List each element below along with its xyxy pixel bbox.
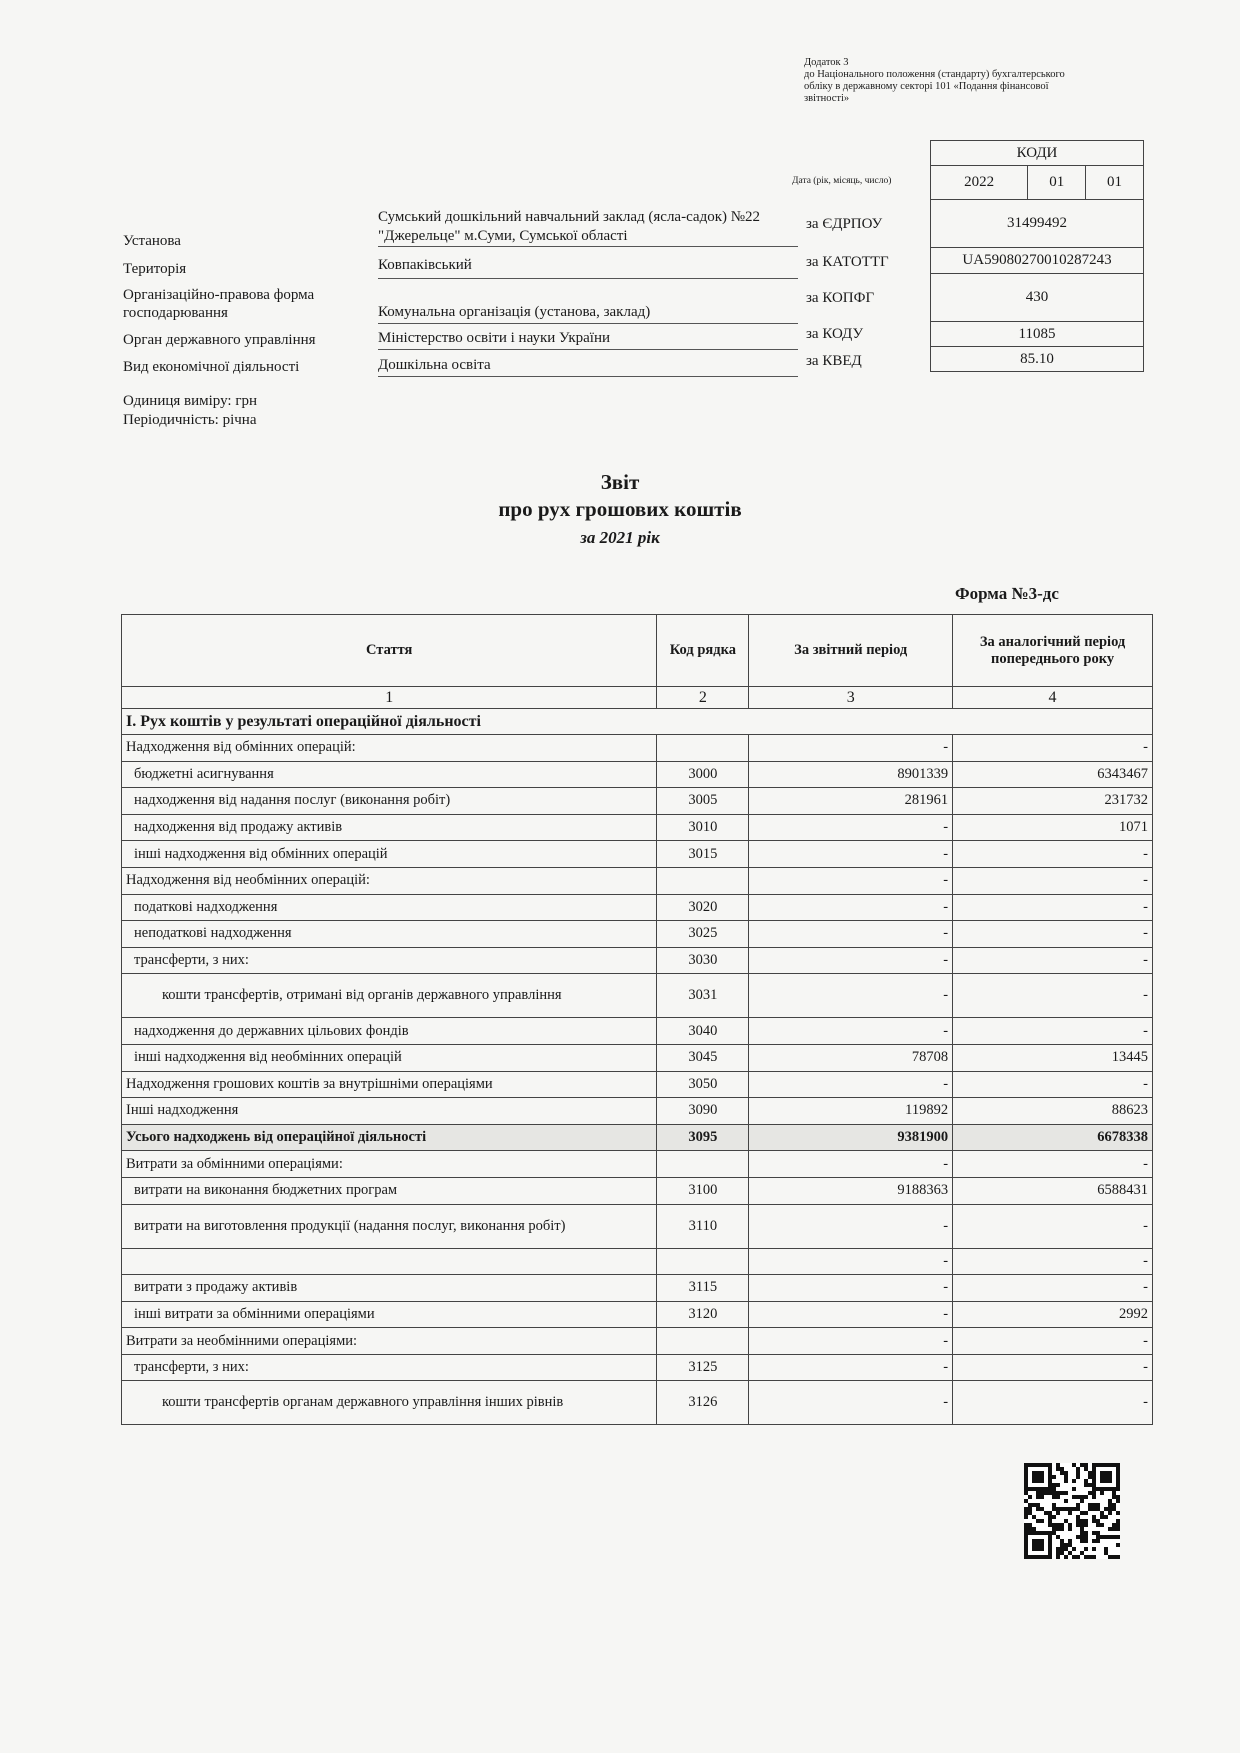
- row-code: 3100: [657, 1177, 749, 1204]
- date-month: 01: [1028, 166, 1086, 200]
- table-row: [122, 1151, 1153, 1178]
- row-current-value: -: [749, 1071, 953, 1098]
- row-current-value: -: [749, 1018, 953, 1045]
- label-institution: Установа: [123, 233, 181, 249]
- qr-code: [1024, 1463, 1120, 1559]
- row-current-value: -: [749, 1381, 953, 1425]
- code-label-kodu: за КОДУ: [806, 326, 864, 342]
- label-governing-body: Орган державного управління: [123, 332, 316, 348]
- qr-module: [1116, 1555, 1120, 1559]
- report-title: Звіт: [600, 470, 640, 494]
- header-article: Стаття: [122, 615, 657, 687]
- table-row: [122, 867, 1153, 894]
- row-previous-value: -: [953, 947, 1153, 974]
- table-row: [122, 894, 1153, 921]
- periodicity: Періодичність: річна: [123, 412, 257, 428]
- report-subtitle: про рух грошових коштів: [498, 497, 742, 521]
- row-code: 3050: [657, 1071, 749, 1098]
- qr-module: [1048, 1555, 1052, 1559]
- value-activity: Дошкільна освіта: [378, 357, 798, 377]
- row-previous-value: -: [953, 1381, 1153, 1425]
- qr-module: [1052, 1475, 1056, 1479]
- row-current-value: -: [749, 814, 953, 841]
- qr-module: [1084, 1539, 1088, 1543]
- colnum-3: 3: [749, 687, 953, 709]
- label-legal-form: Організаційно-правова форма господарювання: [123, 287, 315, 321]
- qr-module: [1056, 1495, 1060, 1499]
- qr-module: [1064, 1555, 1068, 1559]
- header-current-period: За звітний період: [749, 615, 953, 687]
- table-row: [122, 1071, 1153, 1098]
- code-label-kved: за КВЕД: [806, 353, 862, 369]
- row-label: податкові надходження: [122, 894, 657, 921]
- row-code: 3125: [657, 1354, 749, 1381]
- row-code: 3005: [657, 788, 749, 815]
- section-heading: I. Рух коштів у результаті операційної діяльності: [122, 709, 1153, 735]
- row-label: надходження від продажу активів: [122, 814, 657, 841]
- row-label: бюджетні асигнування: [122, 761, 657, 788]
- value-legal-form: Комунальна організація (установа, заклад): [378, 304, 798, 324]
- table-row: [122, 1124, 1153, 1151]
- row-label: кошти трансфертів органам державного управління інших рівнів: [122, 1381, 657, 1425]
- qr-module: [1076, 1555, 1080, 1559]
- row-label: трансферти, з них:: [122, 1354, 657, 1381]
- row-code: 3045: [657, 1044, 749, 1071]
- colnum-1: 1: [122, 687, 657, 709]
- row-previous-value: 6588431: [953, 1177, 1153, 1204]
- qr-module: [1100, 1491, 1104, 1495]
- row-previous-value: -: [953, 974, 1153, 1018]
- qr-module: [1084, 1523, 1088, 1527]
- qr-module: [1084, 1511, 1088, 1515]
- row-previous-value: -: [953, 867, 1153, 894]
- row-label: Інші надходження: [122, 1098, 657, 1125]
- row-previous-value: -: [953, 841, 1153, 868]
- row-previous-value: -: [953, 1151, 1153, 1178]
- report-period: за 2021 рік: [580, 528, 660, 547]
- row-label: Надходження від обмінних операцій:: [122, 735, 657, 762]
- row-current-value: -: [749, 841, 953, 868]
- table-row: [122, 947, 1153, 974]
- qr-module: [1116, 1543, 1120, 1547]
- code-label-kopfg: за КОПФГ: [806, 290, 875, 306]
- table-row: [122, 1381, 1153, 1425]
- cash-flow-table: [121, 614, 1153, 1425]
- qr-module: [1116, 1499, 1120, 1503]
- row-code: 3025: [657, 921, 749, 948]
- row-code: 3000: [657, 761, 749, 788]
- qr-module: [1116, 1535, 1120, 1539]
- row-previous-value: -: [953, 894, 1153, 921]
- qr-module: [1028, 1495, 1032, 1499]
- row-code: 3126: [657, 1381, 749, 1425]
- row-code: 3020: [657, 894, 749, 921]
- code-kopfg: 430: [931, 274, 1144, 322]
- row-current-value: -: [749, 1354, 953, 1381]
- qr-module: [1068, 1527, 1072, 1531]
- row-label: Усього надходжень від операційної діяльності: [122, 1124, 657, 1151]
- qr-module: [1064, 1499, 1068, 1503]
- table-row: [122, 1018, 1153, 1045]
- row-label: неподаткові надходження: [122, 921, 657, 948]
- qr-module: [1092, 1547, 1096, 1551]
- qr-module: [1076, 1475, 1080, 1479]
- row-code: 3090: [657, 1098, 749, 1125]
- table-row: [122, 1248, 1153, 1275]
- row-current-value: -: [749, 1328, 953, 1355]
- row-previous-value: -: [953, 1328, 1153, 1355]
- appendix-note: Додаток 3 до Національного положення (стандарту) бухгалтерського обліку в державному секторі 101 «Подання фінансової звітності»: [804, 57, 1065, 104]
- qr-module: [1056, 1511, 1060, 1515]
- row-code: [657, 1248, 749, 1275]
- row-current-value: 119892: [749, 1098, 953, 1125]
- qr-module: [1056, 1555, 1060, 1559]
- label-activity: Вид економічної діяльності: [123, 359, 300, 375]
- qr-module: [1108, 1479, 1112, 1483]
- colnum-2: 2: [657, 687, 749, 709]
- qr-module: [1052, 1515, 1056, 1519]
- row-current-value: -: [749, 1151, 953, 1178]
- qr-module: [1104, 1515, 1108, 1519]
- row-current-value: -: [749, 921, 953, 948]
- row-label: витрати на виготовлення продукції (надання послуг, виконання робіт): [122, 1204, 657, 1248]
- code-kodu: 11085: [931, 322, 1144, 347]
- row-label: інші витрати за обмінними операціями: [122, 1301, 657, 1328]
- date-year: 2022: [931, 166, 1028, 200]
- table-row: [122, 841, 1153, 868]
- qr-module: [1080, 1499, 1084, 1503]
- qr-module: [1040, 1547, 1044, 1551]
- header-previous-period: За аналогічний період попереднього року: [953, 615, 1153, 687]
- row-code: 3095: [657, 1124, 749, 1151]
- row-label: Витрати за необмінними операціями:: [122, 1328, 657, 1355]
- value-institution: Сумський дошкільний навчальний заклад (ясла-садок) №22 "Джерельце" м.Суми, Сумської області: [378, 208, 798, 247]
- row-code: [657, 1328, 749, 1355]
- table-row: [122, 814, 1153, 841]
- codes-header: КОДИ: [931, 141, 1144, 166]
- row-current-value: 9188363: [749, 1177, 953, 1204]
- row-label: надходження до державних цільових фондів: [122, 1018, 657, 1045]
- value-territory: Ковпаківський: [378, 257, 798, 279]
- row-label: кошти трансфертів, отримані від органів державного управління: [122, 974, 657, 1018]
- value-governing-body: Міністерство освіти і науки України: [378, 330, 798, 350]
- table-row: [122, 1328, 1153, 1355]
- code-edrpou: 31499492: [931, 200, 1144, 248]
- row-label: інші надходження від необмінних операцій: [122, 1044, 657, 1071]
- row-current-value: -: [749, 1275, 953, 1302]
- row-label: надходження від надання послуг (виконання робіт): [122, 788, 657, 815]
- row-previous-value: -: [953, 1018, 1153, 1045]
- row-label: інші надходження від обмінних операцій: [122, 841, 657, 868]
- row-current-value: -: [749, 947, 953, 974]
- qr-module: [1092, 1495, 1096, 1499]
- date-day: 01: [1086, 166, 1144, 200]
- row-current-value: -: [749, 974, 953, 1018]
- qr-module: [1040, 1519, 1044, 1523]
- row-current-value: 281961: [749, 788, 953, 815]
- table-row: [122, 974, 1153, 1018]
- row-code: [657, 867, 749, 894]
- table-row: [122, 1301, 1153, 1328]
- qr-module: [1108, 1511, 1112, 1515]
- qr-module: [1084, 1547, 1088, 1551]
- unit-of-measure: Одиниця виміру: грн: [123, 393, 257, 409]
- table-row: [122, 735, 1153, 762]
- row-current-value: 8901339: [749, 761, 953, 788]
- row-current-value: -: [749, 735, 953, 762]
- row-code: [657, 1151, 749, 1178]
- row-code: 3030: [657, 947, 749, 974]
- row-previous-value: -: [953, 921, 1153, 948]
- qr-module: [1064, 1491, 1068, 1495]
- row-current-value: -: [749, 1248, 953, 1275]
- row-previous-value: -: [953, 1071, 1153, 1098]
- row-code: 3015: [657, 841, 749, 868]
- qr-module: [1092, 1555, 1096, 1559]
- row-label: Надходження від необмінних операцій:: [122, 867, 657, 894]
- row-current-value: -: [749, 894, 953, 921]
- table-row: [122, 1275, 1153, 1302]
- row-previous-value: 13445: [953, 1044, 1153, 1071]
- row-label: витрати на виконання бюджетних програм: [122, 1177, 657, 1204]
- code-kved: 85.10: [931, 347, 1144, 372]
- row-label: Витрати за обмінними операціями:: [122, 1151, 657, 1178]
- qr-module: [1064, 1479, 1068, 1483]
- row-previous-value: 2992: [953, 1301, 1153, 1328]
- row-previous-value: 6343467: [953, 761, 1153, 788]
- row-code: 3031: [657, 974, 749, 1018]
- table-row: [122, 788, 1153, 815]
- qr-module: [1040, 1479, 1044, 1483]
- table-row: [122, 1044, 1153, 1071]
- row-previous-value: 88623: [953, 1098, 1153, 1125]
- qr-module: [1116, 1487, 1120, 1491]
- codes-table: [930, 140, 1144, 372]
- row-previous-value: -: [953, 1275, 1153, 1302]
- row-code: 3010: [657, 814, 749, 841]
- row-current-value: 78708: [749, 1044, 953, 1071]
- row-code: 3120: [657, 1301, 749, 1328]
- row-previous-value: -: [953, 1354, 1153, 1381]
- row-previous-value: -: [953, 1204, 1153, 1248]
- date-label: Дата (рік, місяць, число): [792, 176, 892, 186]
- label-territory: Територія: [123, 261, 187, 277]
- form-name: Форма №3-дс: [955, 584, 1059, 603]
- qr-module: [1040, 1495, 1044, 1499]
- table-row: [122, 1098, 1153, 1125]
- table-row: [122, 1204, 1153, 1248]
- qr-module: [1084, 1495, 1088, 1499]
- row-code: 3110: [657, 1204, 749, 1248]
- code-katottg: UA59080270010287243: [931, 248, 1144, 274]
- header-row-code: Код рядка: [657, 615, 749, 687]
- qr-module: [1060, 1527, 1064, 1531]
- qr-module: [1056, 1483, 1060, 1487]
- table-row: [122, 1177, 1153, 1204]
- colnum-4: 4: [953, 687, 1153, 709]
- qr-module: [1072, 1547, 1076, 1551]
- code-label-edrpou: за ЄДРПОУ: [806, 216, 883, 232]
- row-code: 3115: [657, 1275, 749, 1302]
- row-code: [657, 735, 749, 762]
- qr-module: [1096, 1539, 1100, 1543]
- row-current-value: -: [749, 867, 953, 894]
- table-row: [122, 921, 1153, 948]
- row-label: трансферти, з них:: [122, 947, 657, 974]
- row-previous-value: 231732: [953, 788, 1153, 815]
- code-label-katottg: за КАТОТТГ: [806, 254, 889, 270]
- row-label: [122, 1248, 657, 1275]
- row-current-value: -: [749, 1204, 953, 1248]
- row-previous-value: 6678338: [953, 1124, 1153, 1151]
- qr-module: [1116, 1527, 1120, 1531]
- table-row: [122, 761, 1153, 788]
- qr-module: [1024, 1515, 1028, 1519]
- row-previous-value: 1071: [953, 814, 1153, 841]
- row-code: 3040: [657, 1018, 749, 1045]
- table-row: [122, 1354, 1153, 1381]
- row-previous-value: -: [953, 1248, 1153, 1275]
- row-previous-value: -: [953, 735, 1153, 762]
- row-current-value: -: [749, 1301, 953, 1328]
- row-current-value: 9381900: [749, 1124, 953, 1151]
- row-label: Надходження грошових коштів за внутрішніми операціями: [122, 1071, 657, 1098]
- qr-module: [1072, 1479, 1076, 1483]
- qr-module: [1100, 1523, 1104, 1527]
- row-label: витрати з продажу активів: [122, 1275, 657, 1302]
- qr-module: [1068, 1511, 1072, 1515]
- qr-module: [1072, 1487, 1076, 1491]
- qr-module: [1116, 1511, 1120, 1515]
